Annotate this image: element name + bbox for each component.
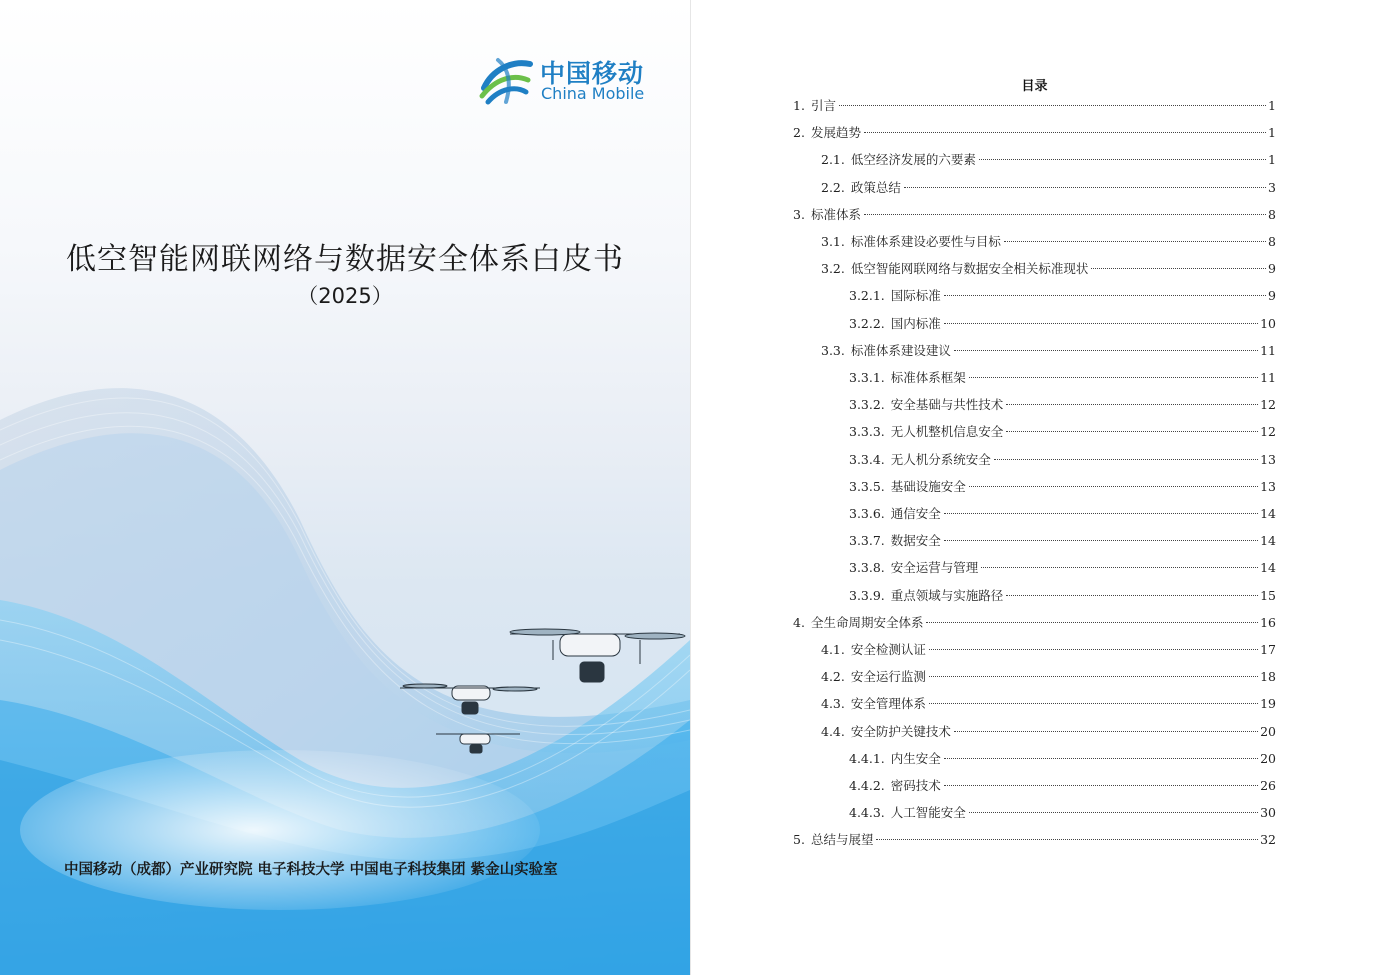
toc-entry-number: 2. [793, 125, 805, 141]
toc-entry-page: 14 [1260, 560, 1276, 576]
toc-dot-leader [944, 294, 1266, 296]
cover-publishers: 中国移动（成都）产业研究院 电子科技大学 中国电子科技集团 紫金山实验室 [64, 862, 558, 878]
toc-entry[interactable] [793, 205, 1276, 225]
toc-entry-number: 3.3.5. [849, 478, 885, 494]
toc-dot-leader [944, 512, 1258, 514]
toc-dot-leader [904, 186, 1266, 188]
toc-entry-title: 低空智能网联网络与数据安全相关标准现状 [850, 261, 1089, 277]
toc-entry[interactable] [821, 694, 1276, 714]
toc-dot-leader [839, 104, 1266, 106]
toc-entry-title: 安全检测认证 [850, 642, 926, 657]
toc-entry-page: 1 [1268, 98, 1276, 113]
toc-entry-title: 引言 [810, 98, 836, 113]
toc-entry-page: 12 [1260, 397, 1276, 413]
toc-entry-page: 26 [1260, 778, 1276, 793]
toc-entry-title: 密码技术 [890, 778, 941, 793]
toc-entry-page: 11 [1260, 342, 1276, 358]
toc-entry-title: 安全防护关键技术 [850, 723, 951, 739]
toc-entry-number: 3.3.2. [849, 397, 885, 413]
toc-entry-page: 1 [1268, 125, 1276, 141]
toc-dot-leader [1091, 267, 1266, 269]
toc-entry-page: 14 [1260, 533, 1276, 549]
toc-entry-page: 15 [1260, 587, 1276, 603]
toc-entry-number: 5. [793, 832, 805, 848]
toc-entry-title: 数据安全 [890, 533, 941, 549]
toc-dot-leader [864, 213, 1266, 215]
toc-entry-page: 12 [1260, 424, 1276, 440]
toc-entry-title: 低空经济发展的六要素 [850, 152, 976, 168]
toc-entry-number: 4.4.3. [849, 805, 885, 821]
toc-dot-leader [969, 485, 1258, 487]
toc-entry[interactable] [793, 613, 1276, 633]
toc-entry[interactable] [849, 286, 1276, 306]
toc-dot-leader [954, 349, 1258, 351]
toc-entry-number: 4.4.1. [849, 750, 885, 766]
toc-entry[interactable] [849, 776, 1276, 796]
toc-entry-number: 4. [793, 614, 805, 630]
toc-dot-leader [926, 621, 1258, 623]
toc-entry-number: 1. [793, 98, 805, 113]
toc-entry-number: 3.3.3. [849, 424, 885, 440]
toc-entry-title: 全生命周期安全体系 [810, 614, 924, 630]
toc-page [691, 0, 1378, 975]
toc-dot-leader [876, 838, 1258, 840]
toc-entry-title: 内生安全 [890, 750, 941, 766]
toc-entry-number: 3.1. [821, 234, 845, 249]
toc-dot-leader [1004, 240, 1266, 242]
toc-entry-number: 2.2. [821, 179, 845, 195]
toc-entry-number: 4.1. [821, 642, 845, 657]
toc-entry-title: 重点领域与实施路径 [890, 587, 1004, 603]
toc-entry[interactable] [849, 314, 1276, 334]
toc-entry-page: 1 [1268, 152, 1276, 168]
toc-entry-page: 20 [1260, 750, 1276, 766]
toc-entry-number: 3. [793, 206, 805, 222]
toc-entry-page: 9 [1268, 288, 1276, 304]
toc-entry[interactable] [821, 341, 1276, 361]
toc-entry-page: 32 [1260, 832, 1276, 848]
toc-dot-leader [944, 784, 1258, 786]
china-mobile-logo [478, 52, 658, 108]
toc-entry-title: 安全运营与管理 [890, 560, 979, 576]
toc-entry-page: 20 [1260, 723, 1276, 739]
toc-entry-number: 4.4. [821, 723, 845, 739]
toc-entry[interactable] [793, 123, 1276, 143]
toc-entry[interactable] [821, 259, 1276, 279]
toc-entry-number: 4.3. [821, 696, 845, 712]
cover-year: （2025） [297, 284, 393, 308]
toc-entry-page: 8 [1268, 206, 1276, 222]
toc-entry-page: 11 [1260, 370, 1276, 385]
toc-entry[interactable] [793, 96, 1276, 116]
toc-entry-page: 13 [1260, 478, 1276, 494]
toc-dot-leader [954, 730, 1258, 732]
toc-entry-page: 19 [1260, 696, 1276, 712]
toc-dot-leader [944, 539, 1258, 541]
toc-entry-page: 13 [1260, 451, 1276, 467]
toc-entry-title: 标准体系 [810, 206, 861, 222]
toc-entry[interactable] [849, 450, 1276, 470]
toc-dot-leader [994, 458, 1258, 460]
toc-entry-page: 14 [1260, 506, 1276, 521]
toc-entry[interactable] [821, 667, 1276, 687]
toc-entry[interactable] [849, 586, 1276, 606]
toc-dot-leader [969, 811, 1258, 813]
toc-entry-title: 政策总结 [850, 179, 901, 195]
toc-dot-leader [981, 566, 1258, 568]
toc-entry-number: 3.2.2. [849, 315, 885, 331]
toc-entry-page: 17 [1260, 642, 1276, 657]
toc-entry[interactable] [849, 477, 1276, 497]
toc-entry-title: 通信安全 [890, 506, 941, 521]
toc-dot-leader [1006, 430, 1258, 432]
toc-dot-leader [1006, 403, 1258, 405]
toc-dot-leader [929, 702, 1258, 704]
toc-entry-title: 国际标准 [890, 288, 941, 304]
toc-entry-title: 标准体系建设必要性与目标 [850, 234, 1001, 249]
logo-chinese-text: 中国移动 [540, 59, 645, 88]
toc-entry-page: 30 [1260, 805, 1276, 821]
toc-entry-number: 2.1. [821, 152, 845, 168]
toc-entry[interactable] [849, 749, 1276, 769]
toc-entry-title: 无人机分系统安全 [890, 451, 991, 467]
toc-entry[interactable] [849, 803, 1276, 823]
toc-entry-number: 3.3.7. [849, 533, 885, 549]
toc-entry[interactable] [849, 504, 1276, 524]
toc-dot-leader [864, 131, 1266, 133]
toc-entry[interactable] [793, 830, 1276, 850]
toc-dot-leader [929, 675, 1258, 677]
cover-title: 低空智能网联网络与数据安全体系白皮书 [66, 242, 624, 277]
toc-dot-leader [944, 322, 1258, 324]
toc-title: 目录 [1021, 79, 1048, 94]
toc-entry-page: 16 [1260, 614, 1276, 630]
toc-entry-page: 8 [1268, 234, 1276, 249]
toc-entry-number: 4.4.2. [849, 778, 885, 793]
toc-entry[interactable] [821, 178, 1276, 198]
toc-entry[interactable] [849, 531, 1276, 551]
toc-dot-leader [929, 648, 1258, 650]
toc-entry[interactable] [849, 422, 1276, 442]
logo-english-text: China Mobile [541, 84, 645, 103]
toc-entry-page: 18 [1260, 669, 1276, 685]
toc-entry-page: 9 [1268, 261, 1276, 277]
toc-entry[interactable] [849, 558, 1276, 578]
toc-entry-number: 3.3.6. [849, 506, 885, 521]
toc-entry-title: 基础设施安全 [890, 478, 966, 494]
toc-dot-leader [1006, 594, 1258, 596]
toc-dot-leader [979, 158, 1266, 160]
toc-entry-title: 安全基础与共性技术 [890, 397, 1004, 413]
toc-entry-title: 国内标准 [890, 315, 941, 331]
toc-entry[interactable] [821, 722, 1276, 742]
toc-entry-number: 3.3.8. [849, 560, 885, 576]
toc-entry[interactable] [821, 232, 1276, 252]
toc-entry-title: 安全运行监测 [850, 669, 926, 685]
toc-entry[interactable] [821, 640, 1276, 660]
china-mobile-logo-mark-icon [478, 52, 534, 108]
toc-entry-title: 无人机整机信息安全 [890, 424, 1004, 440]
toc-entry-title: 总结与展望 [810, 832, 874, 848]
toc-entry-number: 3.3.4. [849, 451, 885, 467]
toc-entry-page: 10 [1260, 315, 1276, 331]
toc-entry[interactable] [849, 368, 1276, 388]
toc-entry-number: 3.3.1. [849, 370, 885, 385]
toc-entry-number: 3.2.1. [849, 288, 885, 304]
toc-entry-number: 3.3.9. [849, 587, 885, 603]
toc-entry-title: 安全管理体系 [850, 696, 926, 712]
toc-entry[interactable] [821, 150, 1276, 170]
toc-entry-page: 3 [1268, 179, 1276, 195]
toc-entry-title: 标准体系框架 [890, 370, 966, 385]
toc-entry[interactable] [849, 395, 1276, 415]
toc-entry-number: 3.2. [821, 261, 845, 277]
toc-entry-title: 发展趋势 [810, 125, 861, 141]
toc-entry-number: 3.3. [821, 342, 845, 358]
toc-entry-title: 标准体系建设建议 [850, 342, 951, 358]
toc-dot-leader [969, 376, 1258, 378]
toc-dot-leader [944, 757, 1258, 759]
toc-entry-title: 人工智能安全 [890, 805, 966, 821]
toc-entry-number: 4.2. [821, 669, 845, 685]
